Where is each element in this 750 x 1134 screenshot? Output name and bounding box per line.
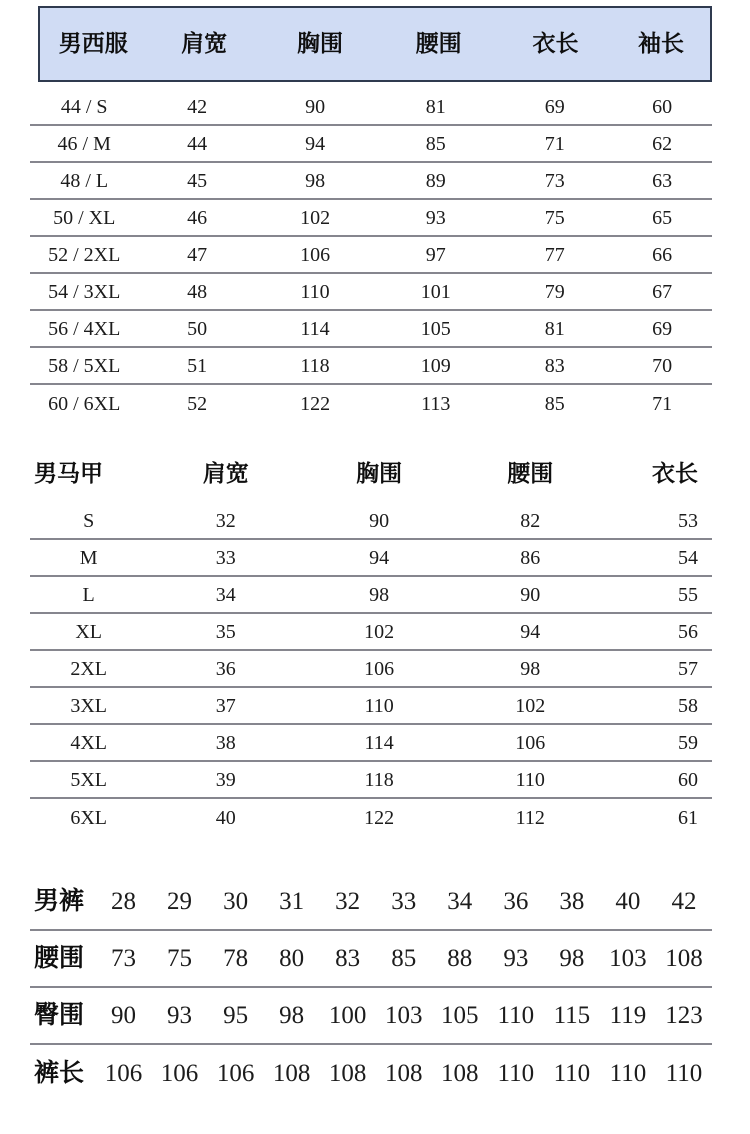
vest-value-cell: 98 bbox=[520, 657, 541, 680]
table-row bbox=[30, 874, 712, 931]
suit-value-cell: 105 bbox=[420, 317, 451, 340]
suit-value-cell: 69 bbox=[544, 95, 565, 118]
pants-value-cell: 83 bbox=[335, 944, 361, 972]
pants-value-cell: 119 bbox=[609, 1001, 647, 1029]
vest-header-shoulder: 肩宽 bbox=[202, 461, 249, 487]
pants-value-cell: 110 bbox=[497, 1059, 535, 1087]
vest-value-cell: 60 bbox=[677, 768, 698, 791]
vest-value-cell: 98 bbox=[369, 583, 390, 606]
suit-value-cell: 113 bbox=[421, 392, 451, 415]
suit-value-cell: 65 bbox=[652, 206, 673, 229]
vest-value-cell: 110 bbox=[364, 694, 394, 717]
suit-value-cell: 60 bbox=[652, 95, 673, 118]
suit-value-cell: 85 bbox=[544, 392, 565, 415]
table-row bbox=[30, 311, 712, 348]
table-row bbox=[30, 503, 712, 540]
pants-value-cell: 73 bbox=[110, 944, 136, 972]
suit-value-cell: 71 bbox=[652, 392, 673, 415]
vest-value-cell: 55 bbox=[677, 583, 698, 606]
pants-value-cell: 106 bbox=[216, 1059, 255, 1087]
pants-value-cell: 108 bbox=[441, 1059, 479, 1087]
vest-value-cell: 35 bbox=[215, 620, 236, 643]
table-row bbox=[30, 799, 712, 836]
vest-value-cell: 102 bbox=[515, 694, 546, 717]
vest-value-cell: 122 bbox=[364, 806, 395, 829]
suit-header-waist: 腰围 bbox=[415, 31, 462, 57]
suit-header-chest: 胸围 bbox=[297, 31, 344, 57]
vest-size-label: S bbox=[83, 509, 95, 532]
table-row bbox=[30, 725, 712, 762]
vest-size-label: M bbox=[79, 546, 98, 569]
suit-value-cell: 97 bbox=[425, 243, 446, 266]
table-row bbox=[30, 237, 712, 274]
suit-value-cell: 71 bbox=[544, 132, 565, 155]
suit-value-cell: 89 bbox=[425, 169, 446, 192]
suit-value-cell: 114 bbox=[300, 317, 330, 340]
vest-table-title: 男马甲 bbox=[34, 461, 103, 487]
vest-value-cell: 40 bbox=[215, 806, 236, 829]
table-row bbox=[30, 385, 712, 422]
suit-size-label: 56 / 4XL bbox=[48, 317, 121, 340]
vest-size-table bbox=[30, 455, 712, 836]
suit-value-cell: 106 bbox=[300, 243, 331, 266]
vest-value-cell: 82 bbox=[520, 509, 541, 532]
pants-value-cell: 106 bbox=[104, 1059, 143, 1087]
table-row bbox=[30, 577, 712, 614]
pants-value-cell: 103 bbox=[609, 944, 647, 972]
suit-size-label: 52 / 2XL bbox=[48, 243, 121, 266]
pants-value-cell: 36 bbox=[503, 887, 529, 915]
vest-table-body bbox=[30, 503, 712, 836]
suit-value-cell: 109 bbox=[420, 354, 451, 377]
suit-size-label: 50 / XL bbox=[53, 206, 116, 229]
table-row bbox=[30, 988, 712, 1045]
pants-value-cell: 28 bbox=[110, 887, 136, 915]
suit-value-cell: 42 bbox=[187, 95, 208, 118]
suit-value-cell: 93 bbox=[425, 206, 446, 229]
vest-value-cell: 112 bbox=[515, 806, 545, 829]
vest-value-cell: 90 bbox=[520, 583, 541, 606]
vest-size-label: 3XL bbox=[70, 694, 107, 717]
table-row bbox=[30, 126, 712, 163]
suit-table-header-row bbox=[38, 6, 712, 82]
suit-value-cell: 122 bbox=[300, 392, 331, 415]
vest-value-cell: 56 bbox=[677, 620, 698, 643]
vest-value-cell: 57 bbox=[677, 657, 698, 680]
vest-value-cell: 61 bbox=[677, 806, 698, 829]
suit-value-cell: 81 bbox=[425, 95, 446, 118]
vest-value-cell: 90 bbox=[369, 509, 390, 532]
vest-value-cell: 118 bbox=[364, 768, 394, 791]
vest-size-label: 5XL bbox=[70, 768, 107, 791]
vest-value-cell: 58 bbox=[677, 694, 698, 717]
table-row bbox=[30, 651, 712, 688]
suit-value-cell: 101 bbox=[420, 280, 451, 303]
pants-value-cell: 115 bbox=[553, 1001, 591, 1029]
suit-value-cell: 110 bbox=[300, 280, 330, 303]
pants-value-cell: 85 bbox=[391, 944, 417, 972]
suit-value-cell: 47 bbox=[187, 243, 208, 266]
suit-value-cell: 94 bbox=[305, 132, 326, 155]
pants-value-cell: 90 bbox=[110, 1001, 136, 1029]
pants-value-cell: 30 bbox=[223, 887, 249, 915]
table-row bbox=[30, 348, 712, 385]
vest-value-cell: 94 bbox=[369, 546, 390, 569]
pants-value-cell: 108 bbox=[665, 944, 703, 972]
table-row bbox=[30, 200, 712, 237]
suit-value-cell: 90 bbox=[305, 95, 326, 118]
vest-size-label: 6XL bbox=[70, 806, 107, 829]
pants-row-label: 裤长 bbox=[34, 1059, 85, 1087]
vest-size-label: 2XL bbox=[70, 657, 107, 680]
suit-value-cell: 50 bbox=[187, 317, 208, 340]
suit-value-cell: 73 bbox=[544, 169, 565, 192]
pants-row-label: 男裤 bbox=[34, 887, 85, 915]
suit-value-cell: 46 bbox=[187, 206, 208, 229]
pants-value-cell: 110 bbox=[553, 1059, 591, 1087]
pants-value-cell: 108 bbox=[384, 1059, 423, 1087]
table-row bbox=[30, 89, 712, 126]
pants-value-cell: 100 bbox=[328, 1001, 367, 1029]
pants-value-cell: 105 bbox=[441, 1001, 479, 1029]
vest-value-cell: 54 bbox=[677, 546, 698, 569]
pants-value-cell: 110 bbox=[665, 1059, 703, 1087]
vest-table-header-row bbox=[30, 455, 712, 493]
vest-value-cell: 110 bbox=[515, 768, 545, 791]
vest-header-length: 衣长 bbox=[651, 461, 698, 487]
vest-size-label: XL bbox=[75, 620, 102, 643]
pants-value-cell: 78 bbox=[223, 944, 249, 972]
suit-value-cell: 62 bbox=[652, 132, 673, 155]
pants-value-cell: 42 bbox=[671, 887, 697, 915]
suit-value-cell: 63 bbox=[652, 169, 673, 192]
vest-value-cell: 114 bbox=[364, 731, 394, 754]
vest-value-cell: 39 bbox=[215, 768, 236, 791]
vest-value-cell: 34 bbox=[215, 583, 236, 606]
pants-value-cell: 38 bbox=[559, 887, 585, 915]
suit-size-label: 58 / 5XL bbox=[48, 354, 121, 377]
suit-header-shoulder: 肩宽 bbox=[181, 31, 228, 57]
pants-value-cell: 31 bbox=[279, 887, 305, 915]
vest-size-label: L bbox=[82, 583, 95, 606]
vest-value-cell: 37 bbox=[215, 694, 236, 717]
suit-value-cell: 44 bbox=[187, 132, 208, 155]
vest-value-cell: 36 bbox=[215, 657, 236, 680]
suit-size-label: 46 / M bbox=[57, 132, 111, 155]
suit-value-cell: 48 bbox=[187, 280, 208, 303]
suit-value-cell: 69 bbox=[652, 317, 673, 340]
suit-value-cell: 79 bbox=[544, 280, 565, 303]
table-row bbox=[30, 688, 712, 725]
suit-header-length: 衣长 bbox=[532, 31, 579, 57]
suit-value-cell: 66 bbox=[652, 243, 673, 266]
suit-value-cell: 51 bbox=[187, 354, 208, 377]
table-row bbox=[30, 762, 712, 799]
vest-value-cell: 106 bbox=[515, 731, 546, 754]
suit-size-label: 60 / 6XL bbox=[48, 392, 121, 415]
pants-value-cell: 98 bbox=[559, 944, 585, 972]
pants-value-cell: 108 bbox=[272, 1059, 311, 1087]
vest-value-cell: 38 bbox=[215, 731, 236, 754]
vest-value-cell: 59 bbox=[677, 731, 698, 754]
table-row bbox=[30, 540, 712, 577]
suit-value-cell: 85 bbox=[425, 132, 446, 155]
pants-value-cell: 110 bbox=[609, 1059, 647, 1087]
vest-value-cell: 106 bbox=[364, 657, 395, 680]
pants-value-cell: 103 bbox=[384, 1001, 423, 1029]
suit-value-cell: 67 bbox=[652, 280, 673, 303]
suit-value-cell: 81 bbox=[544, 317, 565, 340]
table-row bbox=[30, 931, 712, 988]
table-row bbox=[30, 274, 712, 311]
suit-table-body bbox=[30, 89, 712, 422]
pants-row-label: 腰围 bbox=[34, 944, 85, 972]
pants-value-cell: 95 bbox=[223, 1001, 249, 1029]
pants-size-table bbox=[30, 874, 712, 1102]
suit-value-cell: 45 bbox=[187, 169, 208, 192]
vest-value-cell: 94 bbox=[520, 620, 541, 643]
pants-value-cell: 108 bbox=[328, 1059, 367, 1087]
suit-value-cell: 98 bbox=[305, 169, 326, 192]
pants-value-cell: 93 bbox=[503, 944, 529, 972]
pants-value-cell: 40 bbox=[615, 887, 641, 915]
vest-header-waist: 腰围 bbox=[507, 461, 554, 487]
suit-size-table bbox=[30, 6, 712, 422]
pants-value-cell: 29 bbox=[167, 887, 193, 915]
suit-value-cell: 118 bbox=[300, 354, 330, 377]
vest-value-cell: 53 bbox=[677, 509, 698, 532]
vest-value-cell: 33 bbox=[215, 546, 236, 569]
vest-value-cell: 86 bbox=[520, 546, 541, 569]
pants-value-cell: 93 bbox=[167, 1001, 193, 1029]
pants-value-cell: 88 bbox=[447, 944, 473, 972]
pants-value-cell: 32 bbox=[335, 887, 361, 915]
pants-value-cell: 106 bbox=[160, 1059, 199, 1087]
suit-header-sleeve: 袖长 bbox=[638, 31, 685, 57]
vest-header-chest: 胸围 bbox=[356, 461, 403, 487]
suit-size-label: 48 / L bbox=[60, 169, 109, 192]
suit-table-title: 男西服 bbox=[58, 31, 128, 57]
suit-value-cell: 52 bbox=[187, 392, 208, 415]
suit-value-cell: 83 bbox=[544, 354, 565, 377]
pants-row-label: 臀围 bbox=[34, 1001, 85, 1029]
pants-value-cell: 123 bbox=[665, 1001, 703, 1029]
pants-value-cell: 110 bbox=[497, 1001, 535, 1029]
table-row bbox=[30, 614, 712, 651]
suit-value-cell: 77 bbox=[544, 243, 565, 266]
table-row bbox=[30, 1045, 712, 1102]
table-row bbox=[30, 163, 712, 200]
pants-value-cell: 34 bbox=[447, 887, 473, 915]
suit-size-label: 44 / S bbox=[60, 95, 108, 118]
pants-value-cell: 80 bbox=[279, 944, 305, 972]
suit-value-cell: 102 bbox=[300, 206, 331, 229]
vest-value-cell: 102 bbox=[364, 620, 395, 643]
vest-size-label: 4XL bbox=[70, 731, 107, 754]
pants-value-cell: 33 bbox=[391, 887, 417, 915]
suit-size-label: 54 / 3XL bbox=[48, 280, 121, 303]
pants-value-cell: 98 bbox=[279, 1001, 305, 1029]
suit-value-cell: 75 bbox=[544, 206, 565, 229]
vest-value-cell: 32 bbox=[215, 509, 236, 532]
suit-value-cell: 70 bbox=[652, 354, 673, 377]
pants-value-cell: 75 bbox=[167, 944, 193, 972]
